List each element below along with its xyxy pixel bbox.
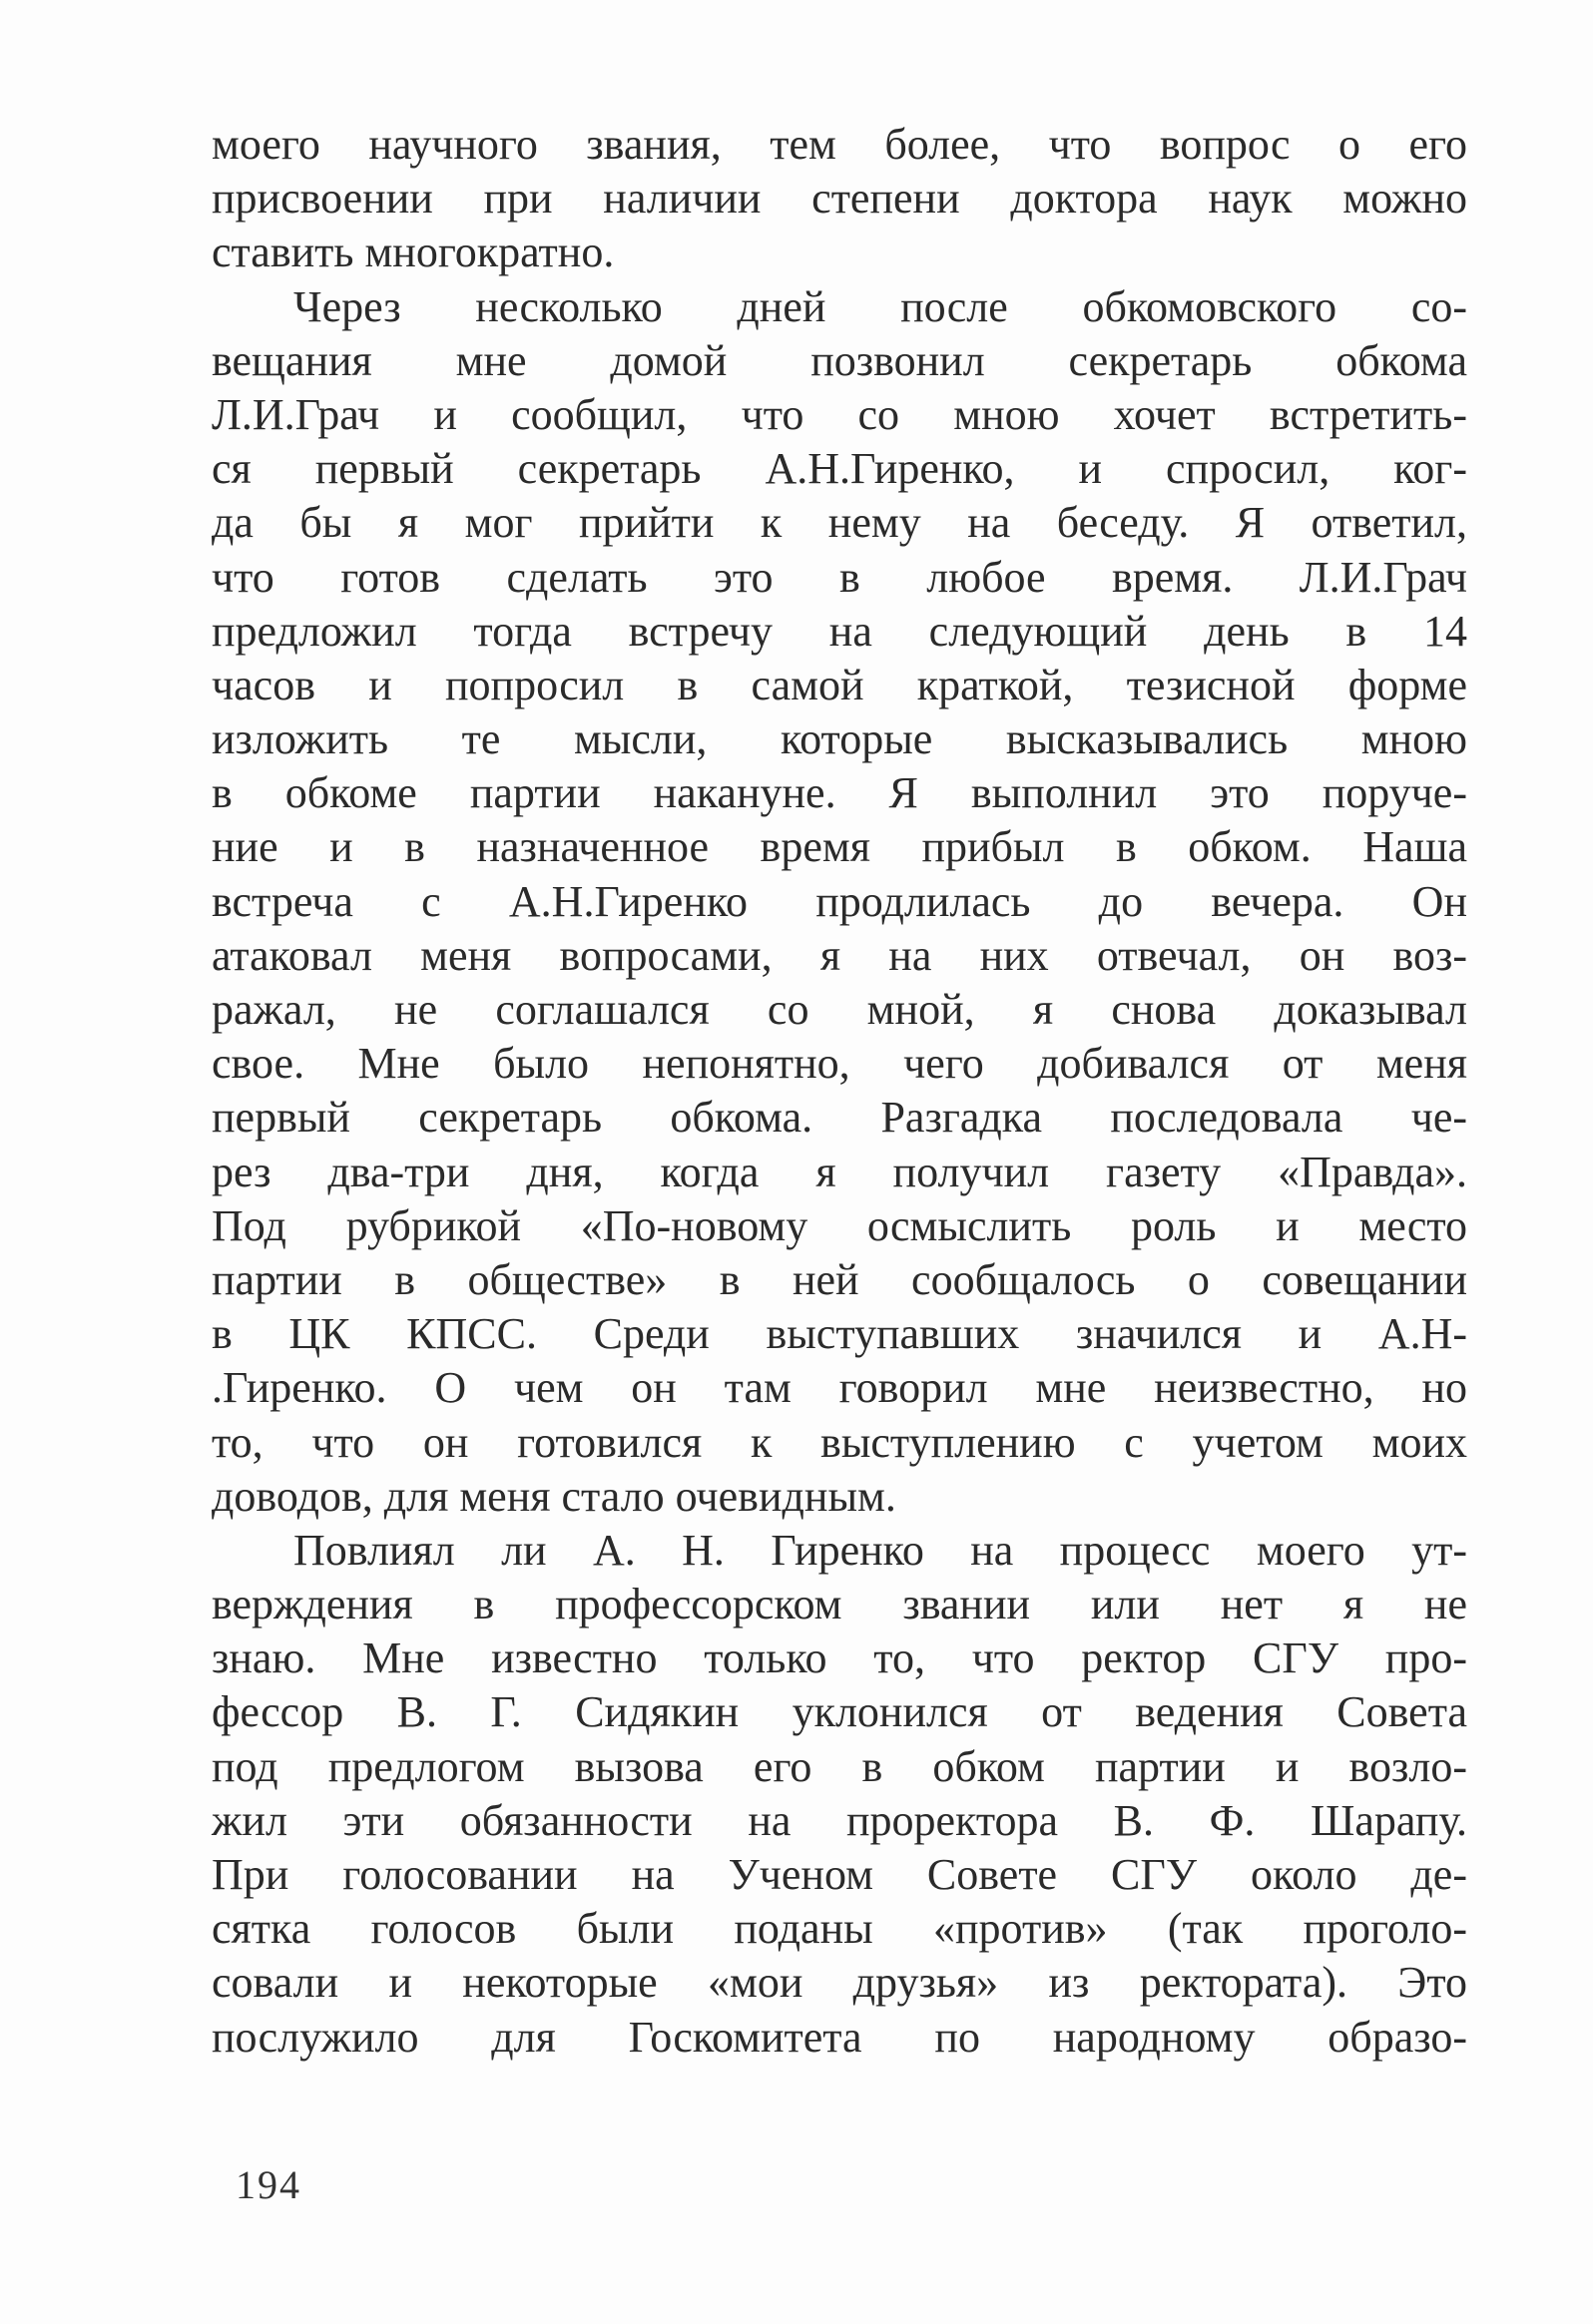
text-line: присвоении при наличии степени доктора наук можно <box>212 174 1467 224</box>
text-line: Повлиял ли А. Н. Гиренко на процесс моего ут- <box>293 1525 1467 1575</box>
text-line: встреча с А.Н.Гиренко продлилась до вечера. Он <box>212 876 1467 926</box>
text-line: совали и некоторые «мои друзья» из ректората). Это <box>212 1958 1467 2008</box>
text-line: в ЦК КПСС. Среди выступавших значился и А.Н- <box>212 1309 1467 1359</box>
text-line: то, что он готовился к выступлению с учетом моих <box>212 1417 1467 1467</box>
text-line: предложил тогда встречу на следующий день в 14 <box>212 606 1467 656</box>
text-line: первый секретарь обкома. Разгадка последовала че- <box>212 1093 1467 1143</box>
text-line: да бы я мог прийти к нему на беседу. Я ответил, <box>212 498 1467 548</box>
text-line: сятка голосов были поданы «против» (так проголо- <box>212 1904 1467 1954</box>
text-line: ние и в назначенное время прибыл в обком. Наша <box>212 822 1467 872</box>
text-line: рез два-три дня, когда я получил газету «Правда». <box>212 1147 1467 1196</box>
text-line: под предлогом вызова его в обком партии и возло- <box>212 1741 1467 1791</box>
paragraph <box>212 118 1467 280</box>
text-line: Через несколько дней после обкомовского со- <box>293 281 1467 331</box>
text-line: доводов, для меня стало очевидным. <box>212 1471 896 1521</box>
text-line: послужило для Госкомитета по народному образо- <box>212 2012 1467 2062</box>
page-number: 194 <box>236 2162 301 2207</box>
text-line: часов и попросил в самой краткой, тезисной форме <box>212 660 1467 709</box>
text-line: что готов сделать это в любое время. Л.И.Грач <box>212 552 1467 602</box>
text-line: Л.И.Грач и сообщил, что со мною хочет встретить- <box>212 389 1467 439</box>
text-line: в обкоме партии накануне. Я выполнил это поруче- <box>212 768 1467 818</box>
text-line: фессор В. Г. Сидякин уклонился от ведения Совета <box>212 1687 1467 1737</box>
text-line: моего научного звания, тем более, что вопрос о его <box>212 120 1467 169</box>
text-line: ражал, не соглашался со мной, я снова доказывал <box>212 985 1467 1034</box>
text-line: ся первый секретарь А.Н.Гиренко, и спросил, ког- <box>212 444 1467 494</box>
text-line: вещания мне домой позвонил секретарь обкома <box>212 335 1467 385</box>
text-line: свое. Мне было непонятно, чего добивался от меня <box>212 1039 1467 1089</box>
text-line: ставить многократно. <box>212 228 615 277</box>
text-line: При голосовании на Ученом Совете СГУ около де- <box>212 1850 1467 1899</box>
text-line: знаю. Мне известно только то, что ректор СГУ про- <box>212 1633 1467 1683</box>
text-line: .Гиренко. О чем он там говорил мне неизвестно, но <box>212 1363 1467 1413</box>
text-line: атаковал меня вопросами, я на них отвечал, он воз- <box>212 930 1467 980</box>
text-line: изложить те мысли, которые высказывались мною <box>212 714 1467 764</box>
paragraph <box>212 1524 1467 2065</box>
text-line: верждения в профессорском звании или нет я не <box>212 1580 1467 1629</box>
text-line: партии в обществе» в ней сообщалось о совещании <box>212 1254 1467 1304</box>
text-line: жил эти обязанности на проректора В. Ф. Шарапу. <box>212 1795 1467 1845</box>
body-text <box>212 118 1467 2065</box>
paragraph <box>212 280 1467 1524</box>
text-line: Под рубрикой «По-новому осмыслить роль и место <box>212 1200 1467 1250</box>
